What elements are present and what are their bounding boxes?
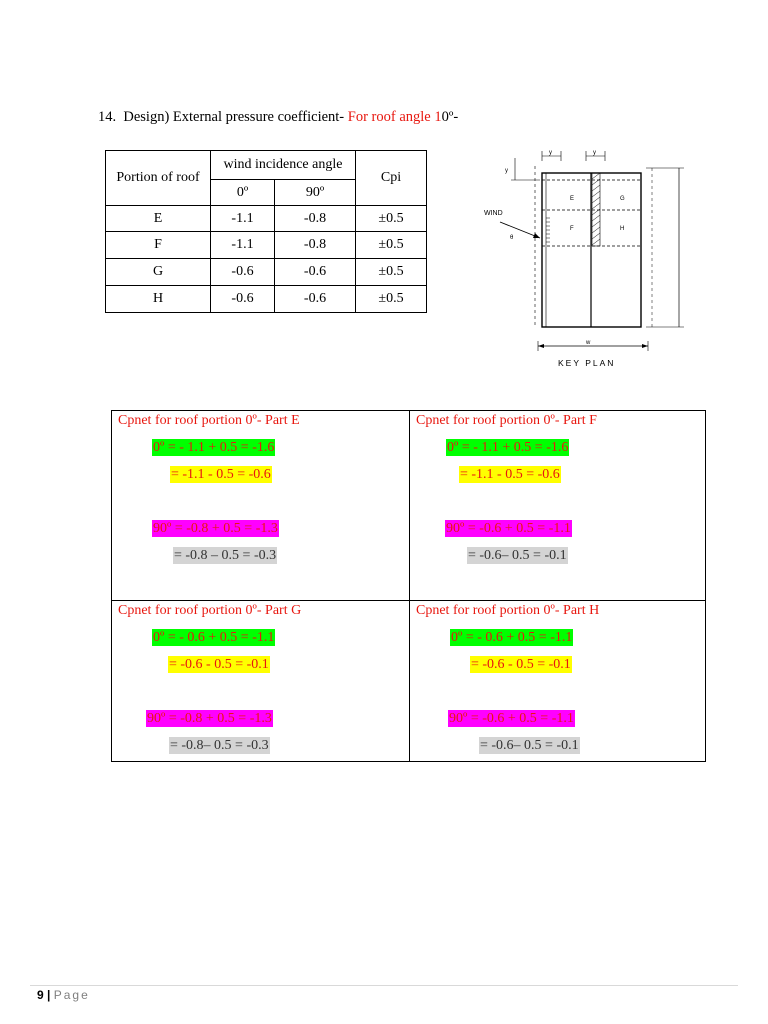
header-wind-angle: wind incidence angle [211, 151, 356, 180]
row-90deg: -0.8 [275, 232, 356, 259]
heading-red-text: For roof angle 1 [347, 109, 442, 125]
row-portion: H [106, 286, 211, 313]
section-heading [98, 109, 458, 126]
calc-90deg-plus: 90º = -0.6 + 0.5 = -1.1 [449, 711, 574, 726]
row-cpi: ±0.5 [356, 232, 427, 259]
cell-title: Cpnet for roof portion 0º- Part E [118, 413, 300, 428]
calc-0deg-minus: = -1.1 - 0.5 = -0.6 [171, 467, 271, 482]
calc-0deg-minus: = -0.6 - 0.5 = -0.1 [169, 657, 269, 672]
row-0deg: -1.1 [211, 232, 275, 259]
row-90deg: -0.6 [275, 286, 356, 313]
calc-0deg-minus: = -1.1 - 0.5 = -0.6 [460, 467, 560, 482]
calc-90deg-plus: 90º = -0.8 + 0.5 = -1.3 [153, 521, 278, 536]
row-0deg: -0.6 [211, 286, 275, 313]
cell-part-f [410, 411, 707, 600]
row-0deg: -1.1 [211, 206, 275, 232]
row-cpi: ±0.5 [356, 286, 427, 313]
dim-label-y: y [549, 150, 552, 156]
header-portion: Portion of roof [106, 151, 211, 206]
calc-0deg-plus: 0º = - 1.1 + 0.5 = -1.6 [447, 440, 569, 455]
calc-0deg-plus: 0º = - 0.6 + 0.5 = -1.1 [153, 630, 275, 645]
calc-0deg-plus: 0º = - 0.6 + 0.5 = -1.1 [451, 630, 573, 645]
cell-title: Cpnet for roof portion 0º- Part F [416, 413, 597, 428]
region-label-f: F [570, 226, 574, 232]
pressure-coefficient-table [105, 150, 427, 313]
theta-label: θ [510, 235, 514, 241]
row-cpi: ±0.5 [356, 259, 427, 286]
region-label-e: E [570, 196, 575, 202]
header-90deg: 90º [275, 180, 356, 206]
cpnet-calculation-grid [111, 410, 706, 762]
heading-tail: 0º- [441, 109, 459, 125]
dim-label-w: w [586, 340, 591, 346]
wind-label: WIND [484, 210, 503, 217]
key-plan-diagram [480, 146, 692, 372]
calc-90deg-plus: 90º = -0.8 + 0.5 = -1.3 [147, 711, 272, 726]
dim-label-y: y [505, 168, 508, 174]
heading-number: 14. [98, 109, 117, 125]
calc-90deg-minus: = -0.6– 0.5 = -0.1 [468, 548, 567, 563]
row-portion: F [106, 232, 211, 259]
calc-90deg-minus: = -0.6– 0.5 = -0.1 [480, 738, 579, 753]
row-cpi: ±0.5 [356, 206, 427, 232]
header-cpi: Cpi [356, 151, 427, 206]
cell-part-g [112, 601, 409, 790]
table-row [106, 259, 427, 286]
key-plan-caption: KEY PLAN [558, 358, 616, 368]
row-portion: G [106, 259, 211, 286]
calc-90deg-minus: = -0.8– 0.5 = -0.3 [170, 738, 269, 753]
table-row [106, 206, 427, 232]
row-portion: E [106, 206, 211, 232]
calc-0deg-plus: 0º = - 1.1 + 0.5 = -1.6 [153, 440, 275, 455]
footer-separator: | [47, 988, 51, 1002]
footer-divider [30, 985, 738, 986]
table-row [106, 232, 427, 259]
row-90deg: -0.8 [275, 206, 356, 232]
region-label-h: H [620, 226, 625, 232]
calc-90deg-plus: 90º = -0.6 + 0.5 = -1.1 [446, 521, 571, 536]
page-number: 9 [37, 988, 44, 1002]
dim-label-y: y [593, 150, 596, 156]
row-0deg: -0.6 [211, 259, 275, 286]
region-label-g: G [620, 196, 625, 202]
cell-part-e [112, 411, 409, 600]
heading-text: Design) External pressure coefficient- [123, 109, 345, 125]
cell-title: Cpnet for roof portion 0º- Part G [118, 603, 302, 618]
page-word: Page [53, 988, 90, 1002]
calc-90deg-minus: = -0.8 – 0.5 = -0.3 [174, 548, 277, 563]
row-90deg: -0.6 [275, 259, 356, 286]
calc-0deg-minus: = -0.6 - 0.5 = -0.1 [471, 657, 571, 672]
cell-part-h [410, 601, 707, 790]
header-0deg: 0º [211, 180, 275, 206]
table-row [106, 286, 427, 313]
cell-title: Cpnet for roof portion 0º- Part H [416, 603, 600, 618]
page-footer [37, 988, 90, 1002]
